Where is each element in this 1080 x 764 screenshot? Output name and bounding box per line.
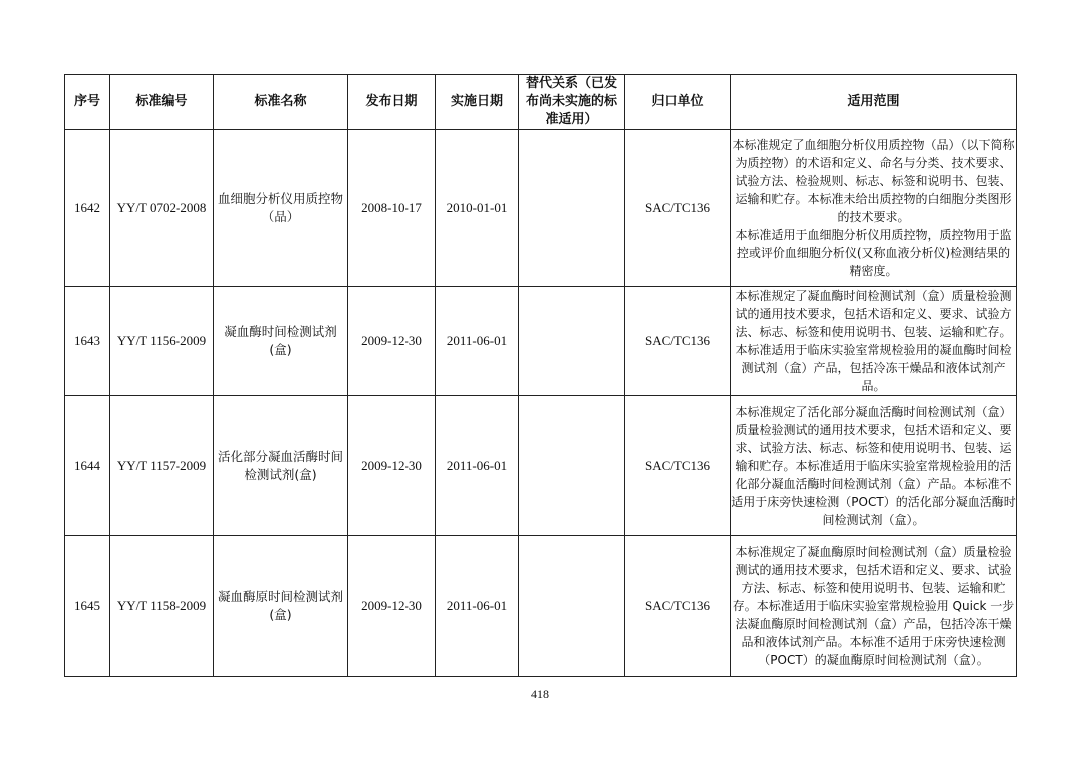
cell-name: 凝血酶原时间检测试剂(盒) [214,536,348,677]
cell-publish-date: 2009-12-30 [348,536,436,677]
cell-replacement [519,130,625,287]
header-seq: 序号 [65,75,110,130]
header-publish-date: 发布日期 [348,75,436,130]
cell-effective-date: 2011-06-01 [436,536,519,677]
header-replacement: 替代关系（已发布尚未实施的标准适用） [519,75,625,130]
cell-scope: 本标准规定了凝血酶原时间检测试剂（盒）质量检验测试的通用技术要求，包括术语和定义、要求、试验方法、标志、标签和使用说明书、包装、运输和贮存。本标准适用于临床实验室常规检验用 Quick 一步法凝血酶原时间检测试剂（盒）产品，包括冷冻干燥品和液体试剂产品。本标准不适用于床旁快速检测（POCT）的凝血酶原时间检测试剂（盒）。 [731,536,1017,677]
page-number: 418 [531,687,549,701]
cell-authority: SAC/TC136 [625,536,731,677]
cell-code: YY/T 1157-2009 [110,396,214,536]
cell-effective-date: 2011-06-01 [436,287,519,396]
cell-publish-date: 2009-12-30 [348,287,436,396]
header-scope: 适用范围 [731,75,1017,130]
cell-replacement [519,396,625,536]
cell-authority: SAC/TC136 [625,130,731,287]
header-name: 标准名称 [214,75,348,130]
header-effective-date: 实施日期 [436,75,519,130]
cell-scope: 本标准规定了活化部分凝血活酶时间检测试剂（盒）质量检验测试的通用技术要求，包括术语和定义、要求、试验方法、标志、标签和使用说明书、包装、运输和贮存。本标准适用于临床实验室常规检验用的活化部分凝血活酶时间检测试剂（盒）产品。本标准不适用于床旁快速检测（POCT）的活化部分凝血活酶时间检测试剂（盒）。 [731,396,1017,536]
table-row [65,287,1017,396]
cell-seq: 1643 [65,287,110,396]
cell-scope: 本标准规定了凝血酶时间检测试剂（盒）质量检验测试的通用技术要求，包括术语和定义、要求、试验方法、标志、标签和使用说明书、包装、运输和贮存。本标准适用于临床实验室常规检验用的凝血酶时间检测试剂（盒）产品，包括冷冻干燥品和液体试剂产品。 [731,287,1017,396]
cell-publish-date: 2008-10-17 [348,130,436,287]
table-row [65,130,1017,287]
header-authority: 归口单位 [625,75,731,130]
cell-effective-date: 2010-01-01 [436,130,519,287]
table-header-row [65,75,1017,130]
table-row [65,396,1017,536]
cell-code: YY/T 0702-2008 [110,130,214,287]
cell-authority: SAC/TC136 [625,396,731,536]
standards-table [64,74,1017,677]
cell-code: YY/T 1156-2009 [110,287,214,396]
table-row [65,536,1017,677]
cell-name: 血细胞分析仪用质控物（品） [214,130,348,287]
header-code: 标准编号 [110,75,214,130]
cell-effective-date: 2011-06-01 [436,396,519,536]
cell-seq: 1645 [65,536,110,677]
cell-replacement [519,287,625,396]
cell-authority: SAC/TC136 [625,287,731,396]
cell-name: 活化部分凝血活酶时间检测试剂(盒) [214,396,348,536]
cell-seq: 1644 [65,396,110,536]
cell-scope: 本标准规定了血细胞分析仪用质控物（品）（以下简称为质控物）的术语和定义、命名与分类、技术要求、试验方法、检验规则、标志、标签和说明书、包装、运输和贮存。本标准未给出质控物的白细胞分类图形的技术要求。 本标准适用于血细胞分析仪用质控物，质控物用于监控或评价血细胞分析仪(又称血液分析仪)检测结果的精密度。 [731,130,1017,287]
cell-name: 凝血酶时间检测试剂(盒) [214,287,348,396]
cell-publish-date: 2009-12-30 [348,396,436,536]
cell-replacement [519,536,625,677]
cell-seq: 1642 [65,130,110,287]
cell-code: YY/T 1158-2009 [110,536,214,677]
